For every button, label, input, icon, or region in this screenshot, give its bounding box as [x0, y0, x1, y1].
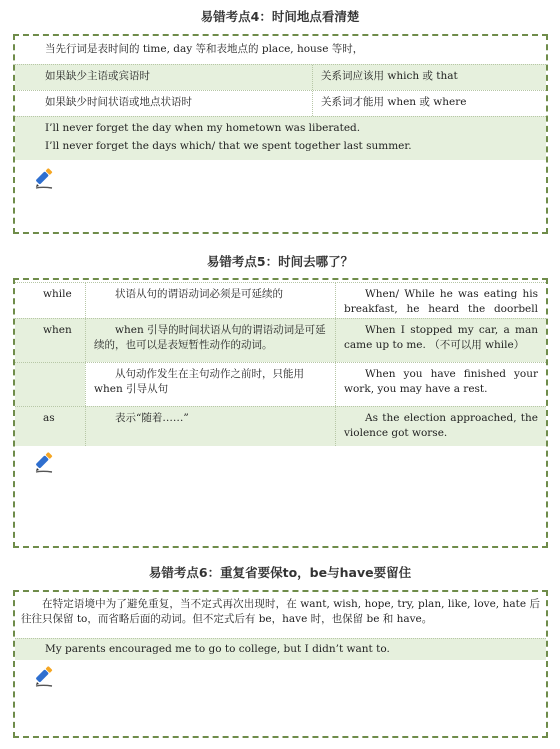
pen-note-icon — [33, 168, 55, 190]
section4-row-2-left: 如果缺少时间状语或地点状语时 — [45, 96, 192, 108]
pen-note-icon — [33, 452, 55, 474]
section5-rule-while: 状语从句的谓语动词必须是可延续的 — [85, 283, 335, 318]
section4-row-2 — [15, 90, 546, 116]
section5-word-while: while — [43, 288, 72, 300]
section4-intro — [15, 38, 546, 64]
section5-rule-when-2: 从句动作发生在主句动作之前时，只能用 when 引导从句 — [85, 363, 335, 406]
section6-box — [13, 590, 548, 738]
section5-example-as: As the election approached, the violence got worse. — [335, 407, 546, 446]
section4-row-1-left: 如果缺少主语或宾语时 — [45, 70, 150, 82]
section5-example-when: When I stopped my car, a man came up to me. （不可以用 while） — [335, 319, 546, 362]
section4-row-1 — [15, 64, 546, 90]
section6-title: 易错考点6：重复省要保to，be与have要留住 — [148, 565, 412, 580]
section5-example-when-2: When you have finished your work, you may have a rest. — [335, 363, 546, 406]
section5-row-as — [15, 406, 546, 446]
pen-note-icon — [33, 666, 55, 688]
section5-rule-when: when 引导的时间状语从句的谓语动词是可延续的，也可以是表短暂性动作的动词。 — [85, 319, 335, 362]
section4-example-1: I’ll never forget the day when my hometown was liberated. — [45, 122, 361, 134]
section5-word-when-2 — [35, 363, 85, 406]
section6-example-row — [15, 638, 546, 660]
section5-rule-as: 表示“随着……” — [85, 407, 335, 446]
section5-example-while: When/ While he was eating his breakfast, he heard the doorbell — [335, 283, 546, 318]
section5-word-as: as — [43, 412, 55, 424]
section4-row-1-right: 关系词应该用 which 或 that — [312, 65, 546, 90]
section5-word-when: when — [43, 324, 72, 336]
section5-title: 易错考点5：时间去哪了？ — [206, 254, 354, 269]
section4-intro-text: 当先行词是表时间的 time, day 等和表地点的 place, house 等时， — [45, 43, 364, 55]
section5-row-when-2 — [15, 362, 546, 406]
section4-title: 易错考点4：时间地点看清楚 — [200, 9, 360, 24]
section5-box — [13, 278, 548, 548]
section4-example-2: I’ll never forget the days which/ that we spent together last summer. — [45, 140, 412, 152]
section6-intro-text: 在特定语境中为了避免重复，当不定式再次出现时，在 want, wish, hope, try, plan, like, love, hate 后往往只保留 to，而省略后面的动词。但不定式后有 be，have 时，也保留 be 和 have。 — [21, 598, 540, 625]
section5-row-when — [15, 318, 546, 362]
section4-examples — [15, 116, 546, 160]
section4-box — [13, 34, 548, 234]
section6-intro — [15, 594, 546, 638]
section6-example: My parents encouraged me to go to college, but I didn’t want to. — [45, 643, 390, 655]
section4-row-2-right: 关系词才能用 when 或 where — [312, 91, 546, 116]
section5-row-while — [15, 282, 546, 318]
